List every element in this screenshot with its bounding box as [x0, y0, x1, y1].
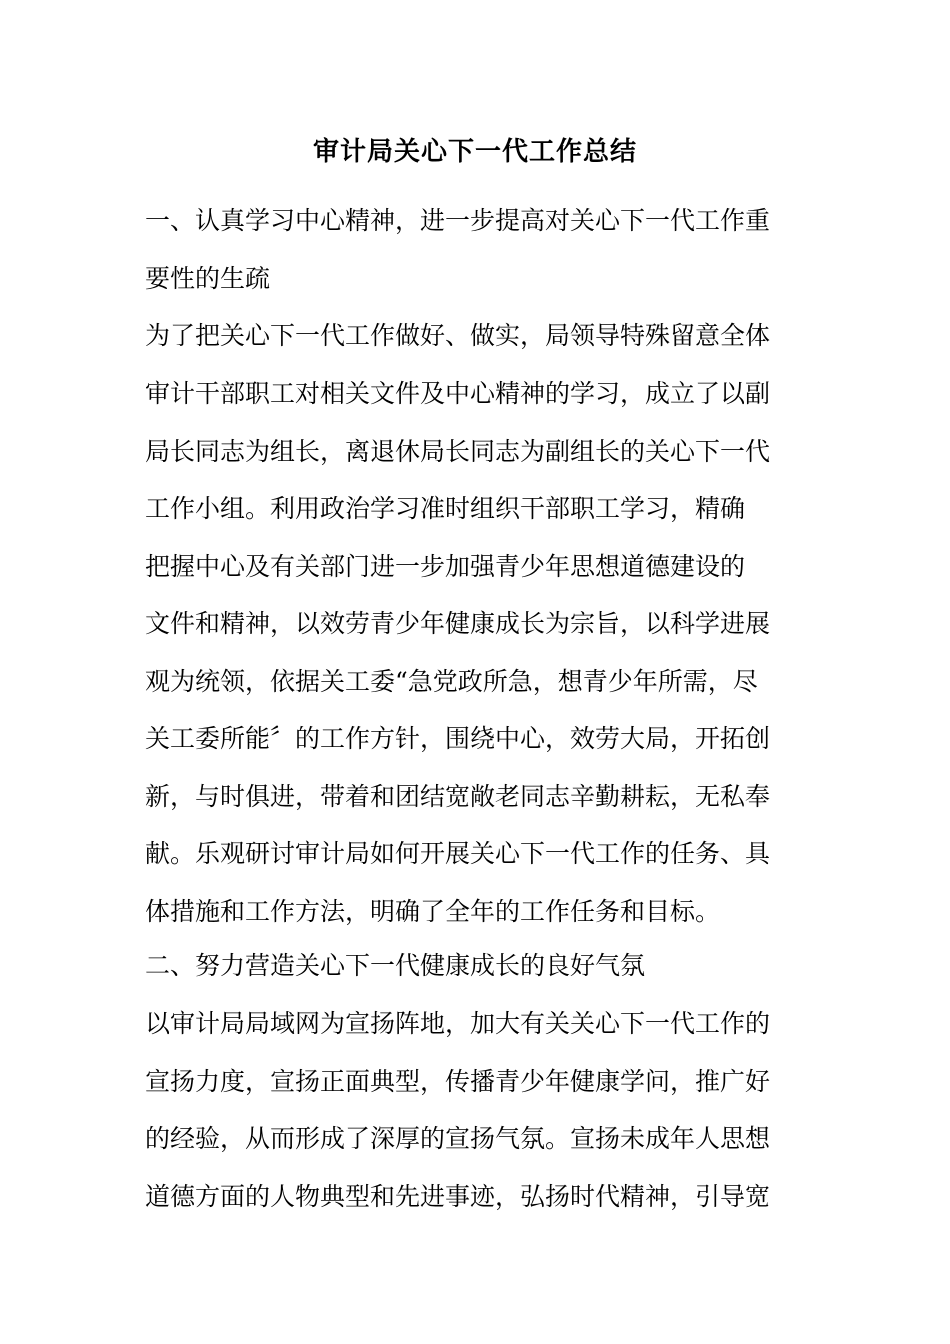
body-line: 宣扬力度，宣扬正面典型，传播青少年健康学问，推广好	[145, 1067, 771, 1096]
body-line: 的经验，从而形成了深厚的宣扬气氛。宣扬未成年人思想	[145, 1124, 771, 1153]
body-line: 一、认真学习中心精神，进一步提高对关心下一代工作重	[145, 206, 771, 235]
section-heading: 二、努力营造关心下一代健康成长的良好气氛	[145, 951, 646, 980]
body-line: 局长同志为组长，离退休局长同志为副组长的关心下一代	[145, 437, 771, 466]
body-line: 审计干部职工对相关文件及中心精神的学习，成立了以副	[145, 379, 771, 408]
body-line: 工作小组。利用政治学习准时组织干部职工学习，精确	[145, 494, 746, 523]
body-line: 为了把关心下一代工作做好、做实，局领导特殊留意全体	[145, 321, 771, 350]
document-title: 审计局关心下一代工作总结	[312, 137, 637, 167]
body-line: 体措施和工作方法，明确了全年的工作任务和目标。	[145, 897, 721, 926]
body-line: 观为统领，依据关工委“急党政所急，想青少年所需，尽	[145, 667, 758, 696]
body-line: 要性的生疏	[145, 264, 271, 293]
body-line: 把握中心及有关部门进一步加强青少年思想道德建设的	[145, 552, 746, 581]
body-line: 以审计局局域网为宣扬阵地，加大有关关心下一代工作的	[145, 1009, 771, 1038]
body-line: 关工委所能〞的工作方针，围绕中心，效劳大局，开拓创	[145, 724, 771, 753]
body-line: 新，与时俱进，带着和团结宽敞老同志辛勤耕耘，无私奉	[145, 782, 771, 811]
body-line: 献。乐观研讨审计局如何开展关心下一代工作的任务、具	[145, 839, 771, 868]
body-line: 文件和精神，以效劳青少年健康成长为宗旨，以科学进展	[145, 609, 771, 638]
body-line: 道德方面的人物典型和先进事迹，弘扬时代精神，引导宽	[145, 1182, 771, 1211]
